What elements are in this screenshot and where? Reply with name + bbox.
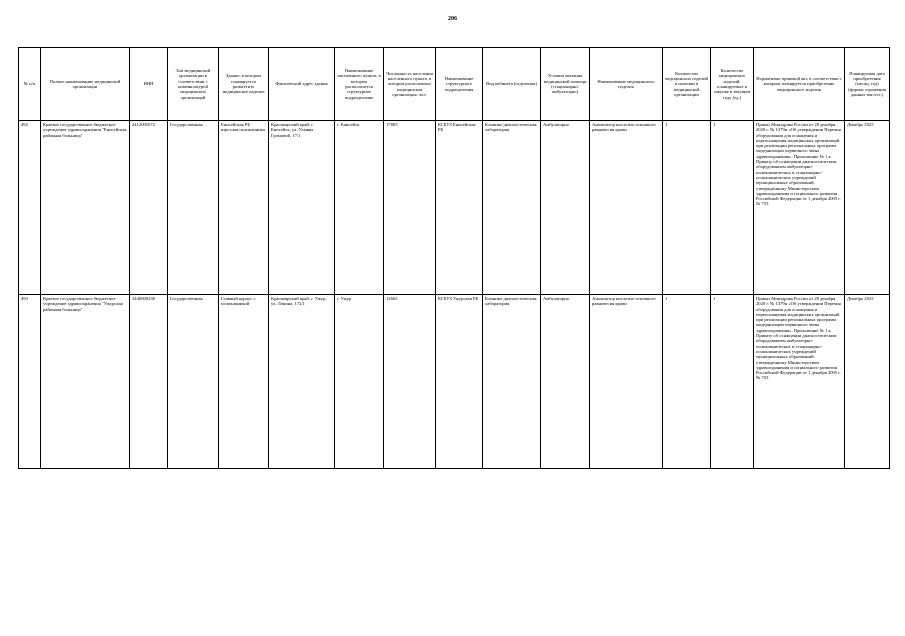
cell-inn: 2412005072 <box>130 121 168 295</box>
cell-cabinet: Клинико-диагностическая лаборатория <box>483 121 541 295</box>
cell-type: Государственная <box>168 121 219 295</box>
col-header-inn: ИНН <box>130 48 168 121</box>
cell-qty-have: 1 <box>663 295 711 469</box>
cell-conditions: Амбулаторно <box>541 121 590 295</box>
cell-address: Красноярский край, г. Ужур, ул. Ленина, 172/1 <box>269 295 335 469</box>
cell-org: Краевое государственное бюджетное учреждение здравоохранения "Ужурская районная больница" <box>41 295 130 469</box>
cell-num: 492 <box>19 121 41 295</box>
col-header-num: № п/п <box>19 48 41 121</box>
cell-locality: г. Енисейск <box>335 121 384 295</box>
cell-act: Приказ Минздрава России от 28 декабря 2020 г. № 1379н «Об утверждении Перечня оборудования для оснащения и переоснащения медицинских организаций при реализации региональных программ модернизации первичного звена здравоохранения». Приложение № 1 к Приказу об оснащении диагностическим оборудованием амбулаторно-поликлинических и стационарно-поликлинических учреждений муниципальных образований, утвержденному Министерством здравоохранения и социального развития Российской Федерации от 1 декабря 2005 г. № 753 <box>754 295 845 469</box>
cell-unit: КГБУЗ Енисейская РБ <box>436 121 483 295</box>
col-header-address: Фактический адрес здания <box>269 48 335 121</box>
table-row <box>19 295 890 469</box>
cell-population: 12665 <box>384 295 436 469</box>
cell-date: Декабрь 2025 <box>845 121 890 295</box>
cell-qty-buy: 1 <box>711 121 754 295</box>
cell-num: 493 <box>19 295 41 469</box>
col-header-date: Планируемая дата приобретения (месяц, год) (формат отражения данных мм.гггг.) <box>845 48 890 121</box>
col-header-population: Численность населения населенного пункта, в котором расположена медицинская организация, чел. <box>384 48 436 121</box>
table-row <box>19 121 890 295</box>
col-header-device: Наименование медицинского изделия <box>590 48 663 121</box>
equipment-table <box>18 47 890 469</box>
col-header-qty-have: Количество медицинских изделий в наличии в медицинской организации <box>663 48 711 121</box>
cell-device: Анализатор кислотно-основного равновесия крови <box>590 121 663 295</box>
col-header-building: Здание, в котором планируется разместить медицинское изделие <box>219 48 269 121</box>
header-row <box>19 48 890 121</box>
cell-inn: 2440000238 <box>130 295 168 469</box>
cell-address: Красноярский край, г. Енисейск, ул. Ульяны Громовой, 17/1 <box>269 121 335 295</box>
cell-act: Приказ Минздрава России от 28 декабря 2020 г. № 1379н «Об утверждении Перечня оборудования для оснащения и переоснащения медицинских организаций при реализации региональных программ модернизации первичного звена здравоохранения». Приложение № 1 к Приказу об оснащении диагностическим оборудованием амбулаторно-поликлинических и стационарно-поликлинических учреждений муниципальных образований, утвержденному Министерством здравоохранения и социального развития Российской Федерации от 1 декабря 2005 г. № 753 <box>754 121 845 295</box>
cell-unit: КГБУЗ Ужурская РБ <box>436 295 483 469</box>
cell-locality: г. Ужур <box>335 295 384 469</box>
col-header-org: Полное наименование медицинской организации <box>41 48 130 121</box>
cell-org: Краевое государственное бюджетное учреждение здравоохранения "Енисейская районная больница" <box>41 121 130 295</box>
col-header-qty-buy: Количество медицинских изделий, планируемых к закупке в текущем году (ед.) <box>711 48 754 121</box>
cell-conditions: Амбулаторно <box>541 295 590 469</box>
col-header-type: Тип медицинской организации в соответствии с номенклатурой медицинских организаций <box>168 48 219 121</box>
col-header-conditions: Условия оказания медицинской помощи (стационарно/амбулаторно) <box>541 48 590 121</box>
col-header-cabinet: Вид кабинета (отделения) <box>483 48 541 121</box>
col-header-locality: Наименование населенного пункта, в котором располагается структурное подразделение <box>335 48 384 121</box>
cell-type: Государственная <box>168 295 219 469</box>
cell-qty-buy: 1 <box>711 295 754 469</box>
cell-device: Анализатор кислотно-основного равновесия крови <box>590 295 663 469</box>
cell-date: Декабрь 2025 <box>845 295 890 469</box>
cell-building: Енисейская РБ взрослая поликлиника <box>219 121 269 295</box>
cell-building: Главный корпус с поликлиникой <box>219 295 269 469</box>
cell-cabinet: Клинико-диагностическая лаборатория <box>483 295 541 469</box>
col-header-unit: Наименование структурного подразделения <box>436 48 483 121</box>
col-header-act: Нормативно-правовой акт, в соответствии с которым планируется приобретение медицинского изделия <box>754 48 845 121</box>
cell-population: 17805 <box>384 121 436 295</box>
cell-qty-have: 1 <box>663 121 711 295</box>
page-number: 206 <box>448 16 457 22</box>
